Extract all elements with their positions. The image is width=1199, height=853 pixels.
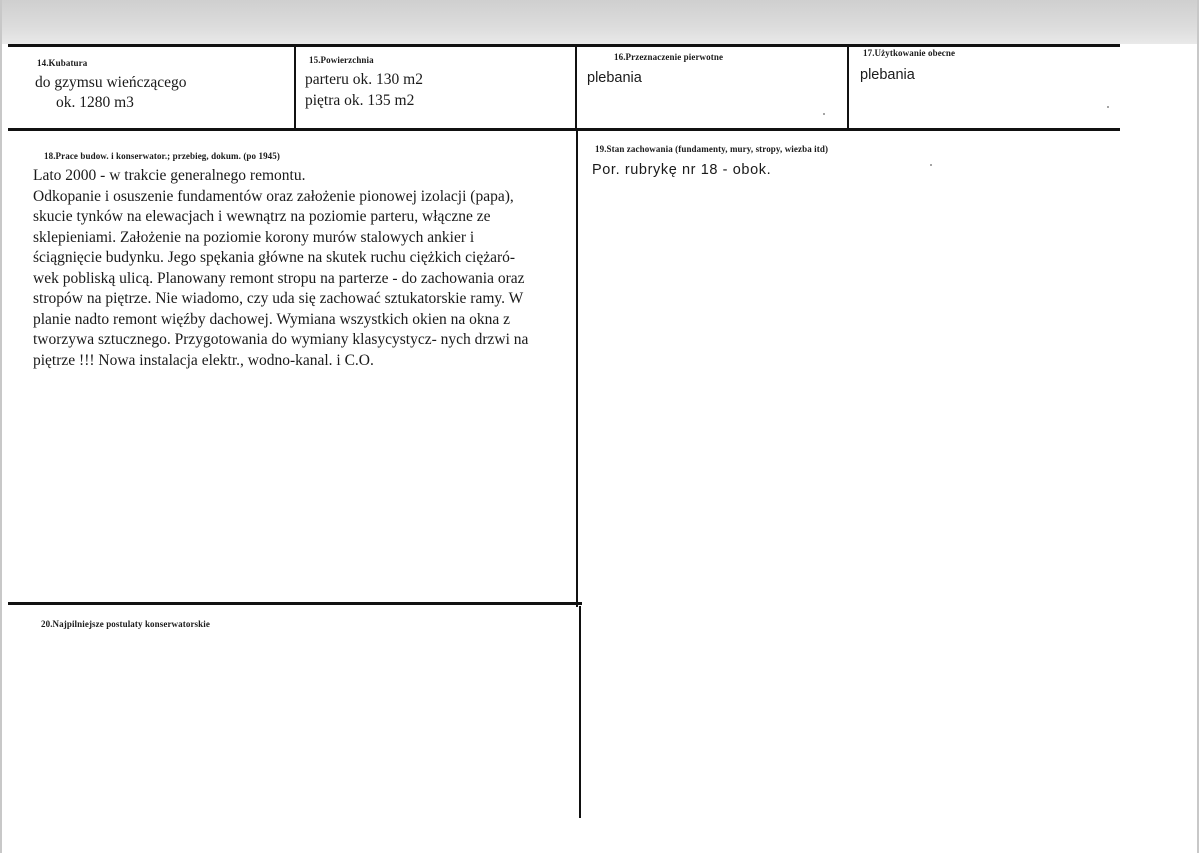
field-18-line: piętrze !!! Nowa instalacja elektr., wodno-kanal. i C.O. <box>33 351 374 369</box>
col-divider-20-19 <box>579 606 581 818</box>
field-14-value-line2: ok. 1280 m3 <box>56 94 134 111</box>
field-15-value-line1: parteru ok. 130 m2 <box>305 71 423 88</box>
row-divider-18-20 <box>8 602 582 605</box>
col-divider-14-15 <box>294 46 296 130</box>
field-18-line: stropów na piętrze. Nie wiadomo, czy uda się zachować sztukatorskie ramy. W <box>33 290 524 307</box>
field-15-value-line2: piętra ok. 135 m2 <box>305 92 415 109</box>
field-18-line: Lato 2000 - w trakcie generalnego remontu. <box>33 167 306 184</box>
field-15-label: 15.Powierzchnia <box>309 55 374 65</box>
field-18-line: Odkopanie i osuszenie fundamentów oraz założenie pionowej izolacji (papa), <box>33 187 514 205</box>
field-16-label: 16.Przeznaczenie pierwotne <box>614 52 724 62</box>
top-border <box>8 44 1120 47</box>
scan-top-shadow <box>0 0 1199 44</box>
field-18-line: sklepieniami. Założenie na poziomie korony murów stalowych ankier i <box>33 228 475 246</box>
field-18-line: planie nadto remont więźby dachowej. Wymiana wszystkich okien na okna z <box>33 310 510 328</box>
col-divider-16-17 <box>847 46 849 130</box>
field-19-value: Por. rubrykę nr 18 - obok. <box>592 162 772 178</box>
scan-left-edge <box>0 0 2 853</box>
field-18-label: 18.Prace budow. i konserwator.; przebieg, dokum. (po 1945) <box>44 151 280 161</box>
col-divider-15-16 <box>575 46 577 130</box>
scan-speck <box>1107 106 1109 108</box>
scan-speck <box>823 113 825 115</box>
field-17-value: plebania <box>860 67 915 83</box>
field-14-label: 14.Kubatura <box>37 58 88 68</box>
row-divider-1 <box>8 128 1120 131</box>
field-18-text <box>33 166 528 371</box>
field-17-label: 17.Użytkowanie obecne <box>863 48 956 58</box>
field-18-line: ściągnięcie budynku. Jego spękania główne na skutek ruchu ciężkich ciężaró- <box>33 249 516 266</box>
scan-speck <box>930 164 932 166</box>
col-divider-18-19 <box>576 130 578 607</box>
field-18-line: skucie tynków na elewacjach i wewnątrz na poziomie parteru, włączne ze <box>33 208 491 225</box>
field-20-label: 20.Najpilniejsze postulaty konserwatorskie <box>41 619 210 629</box>
field-18-line: tworzywa sztucznego. Przygotowania do wymiany klasycystycz- nych drzwi na <box>33 331 529 348</box>
field-18-line: wek pobliską ulicą. Planowany remont stropu na parterze - do zachowania oraz <box>33 269 525 287</box>
field-16-value: plebania <box>587 70 642 86</box>
field-14-value-line1: do gzymsu wieńczącego <box>35 74 187 91</box>
field-19-label: 19.Stan zachowania (fundamenty, mury, stropy, wiezba itd) <box>595 144 829 154</box>
